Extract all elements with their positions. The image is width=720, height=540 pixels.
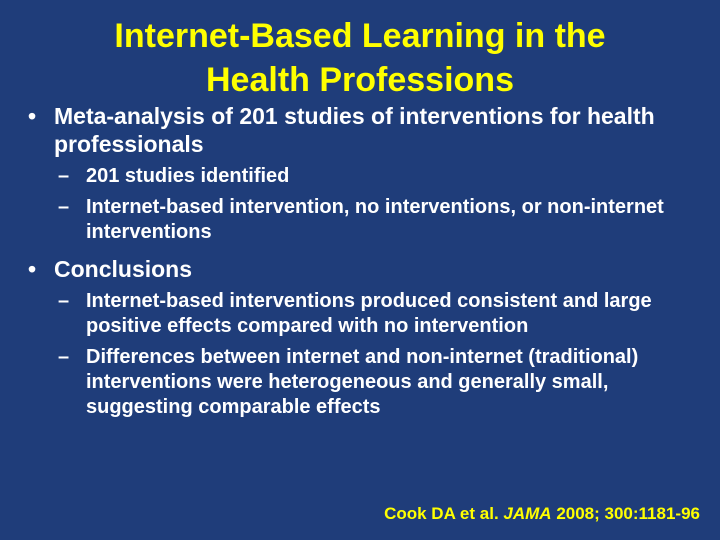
sub-bullet-differences [28, 345, 708, 420]
slide-title-line-2: Health Professions [206, 61, 514, 99]
bullet-text: Conclusions [54, 256, 193, 282]
bullet-icon: • [28, 103, 37, 129]
citation-journal: JAMA [503, 504, 552, 523]
sub-bullet-text: 201 studies identified [86, 165, 290, 187]
dash-icon: – [58, 290, 70, 312]
bullet-conclusions [28, 255, 708, 283]
slide-title [0, 14, 720, 102]
bullet-text: Meta-analysis of 201 studies of interventions for health professionals [54, 103, 655, 157]
dash-icon: – [58, 196, 70, 218]
dash-icon: – [58, 346, 70, 368]
citation [384, 503, 700, 525]
sub-bullet-text: Internet-based interventions produced consistent and large positive effects compared with no intervention [86, 290, 652, 337]
sub-bullet-studies-identified [28, 164, 708, 189]
slide-title-line-1: Internet-Based Learning in the [114, 17, 606, 55]
sub-bullet-text: Differences between internet and non-internet (traditional) interventions were heterogeneous and generally small, suggesting comparable effects [86, 346, 639, 418]
citation-authors: Cook DA et al. [384, 504, 499, 523]
citation-details: 2008; 300:1181-96 [556, 504, 700, 523]
slide-body [28, 102, 708, 426]
bullet-meta-analysis [28, 102, 708, 158]
sub-bullet-text: Internet-based intervention, no interventions, or non-internet interventions [86, 196, 664, 243]
sub-bullet-intervention-types [28, 195, 708, 245]
bullet-icon: • [28, 256, 37, 282]
sub-bullet-positive-effects [28, 289, 708, 339]
dash-icon: – [58, 165, 70, 187]
